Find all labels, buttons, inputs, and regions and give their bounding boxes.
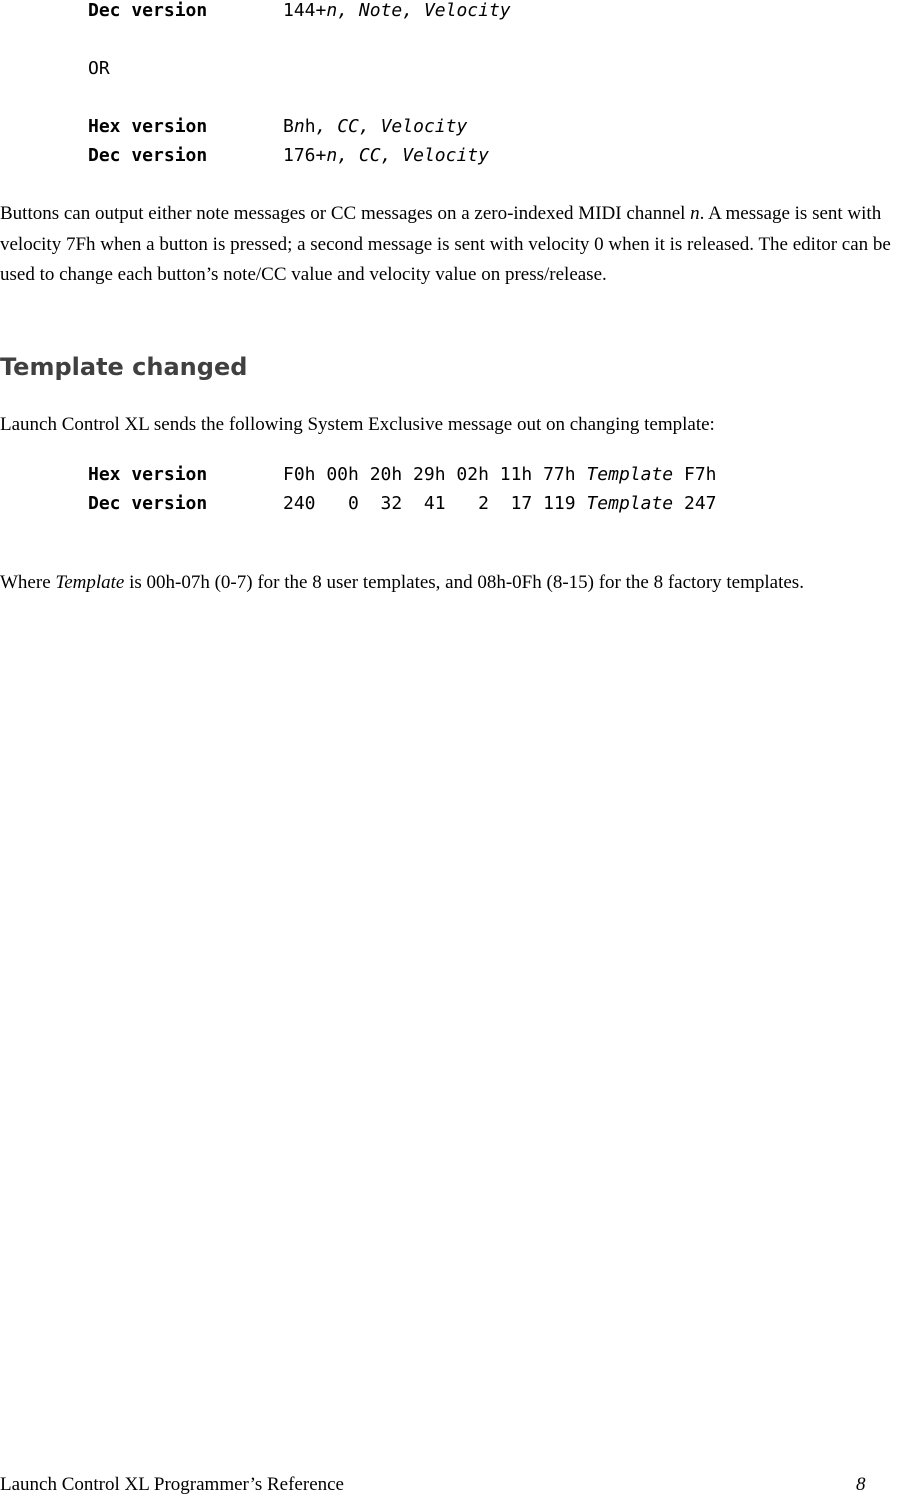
velocity-param: Velocity — [423, 0, 511, 21]
template-param: Template — [55, 572, 125, 593]
or-line — [88, 58, 110, 80]
template-param: Template — [586, 493, 674, 514]
separator: , — [337, 0, 359, 21]
hex-bytes: F0h 00h 20h 29h 02h 11h 77h — [283, 464, 587, 485]
template-dec-line — [88, 493, 717, 515]
separator: , — [402, 0, 424, 21]
dec-end-byte: 247 — [673, 493, 717, 514]
channel-n: n — [326, 145, 338, 166]
velocity-param: Velocity — [402, 145, 489, 166]
footer-title: Launch Control XL Programmer’s Reference — [0, 1474, 344, 1495]
hex-status-prefix: B — [283, 116, 294, 137]
dec-bytes: 240 0 32 41 2 17 119 — [283, 493, 587, 514]
dec-prefix: 144+ — [283, 0, 327, 21]
separator: , — [380, 145, 403, 166]
cc-param: CC — [337, 116, 359, 137]
dec-version-label: Dec version — [88, 145, 208, 166]
channel-n: n — [293, 116, 305, 137]
cc-hex-line — [88, 116, 467, 138]
cc-dec-line — [88, 145, 489, 167]
channel-n: n — [326, 0, 338, 21]
section-heading: Template changed — [0, 353, 248, 381]
velocity-param: Velocity — [380, 116, 468, 137]
cc-param: CC — [358, 145, 381, 166]
separator: , — [337, 145, 359, 166]
hex-version-label: Hex version — [88, 464, 208, 485]
dec-prefix: 176+ — [283, 145, 327, 166]
hex-suffix: h — [304, 116, 316, 137]
hex-version-label: Hex version — [88, 116, 208, 137]
or-text: OR — [88, 58, 110, 79]
template-intro: Launch Control XL sends the following System Exclusive message out on changing template: — [0, 414, 715, 435]
hex-end-byte: F7h — [673, 464, 717, 485]
page-number: 8 — [856, 1474, 866, 1495]
dec-version-label: Dec version — [88, 493, 208, 514]
template-hex-line — [88, 464, 717, 486]
buttons-paragraph: Buttons can output either note messages or CC messages on a zero-indexed MIDI channel n. A message is sent with velocity 7Fh when a button is pressed; a second message is sent with velocity 0 when it is released. The editor can be used to change each button’s note/CC value and velocity value on press/release. — [0, 203, 891, 285]
note-param: Note — [358, 0, 403, 21]
separator: , — [358, 116, 381, 137]
template-param: Template — [586, 464, 674, 485]
note-dec-line — [88, 0, 511, 22]
separator: , — [315, 116, 338, 137]
channel-n: n — [690, 203, 700, 224]
dec-version-label: Dec version — [88, 0, 208, 21]
where-paragraph: Where Template is 00h-07h (0-7) for the 8 user templates, and 08h-0Fh (8-15) for the 8 factory templates. — [0, 572, 804, 593]
